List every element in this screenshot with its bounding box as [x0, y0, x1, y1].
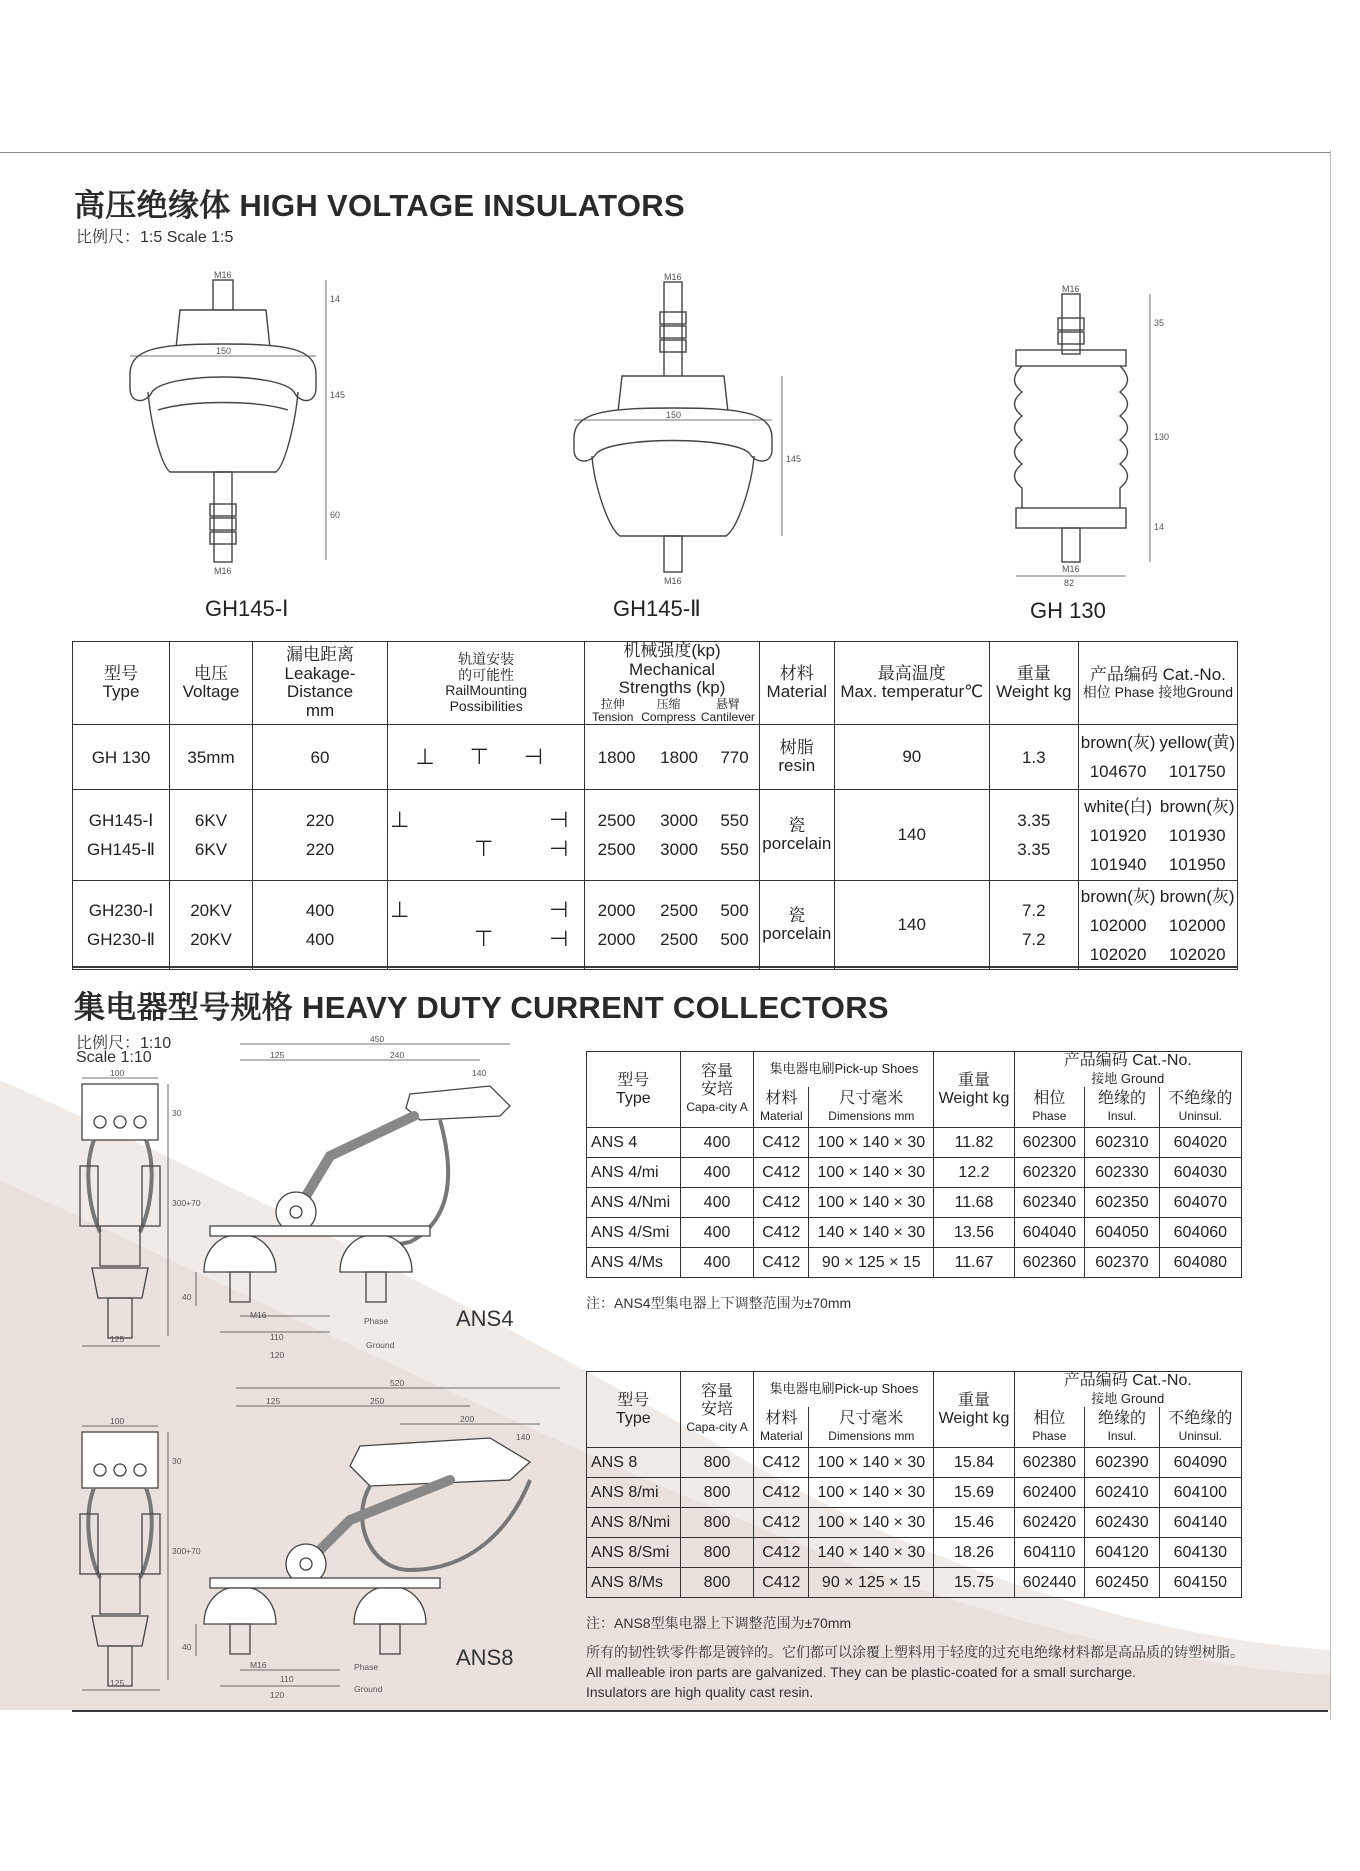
ans4-dim-125: 125: [270, 1050, 285, 1060]
gh130-dim-bottom: 14: [1154, 522, 1165, 532]
hv-title-en: HIGH VOLTAGE INSULATORS: [239, 188, 685, 223]
ans8-header-1: 型号 Type 容量 安培 Capa-city A 集电器电刷Pick-up Shoes 重量 Weight kg 产品编码 Cat.-No. 接地 Ground: [587, 1372, 1242, 1408]
gh145-2-dim-height: 145: [786, 454, 802, 464]
gh145-1-dim-top: 14: [330, 294, 341, 304]
gh145-2-drawing: [560, 272, 810, 592]
gh130-drawing: [1000, 280, 1190, 590]
table-row: ANS 8/Smi 800 C412 140 × 140 × 30 18.26 604110 604120 604130: [587, 1538, 1242, 1568]
hv-spec-table: [72, 641, 1238, 970]
ans4-dim-125b: 125: [110, 1334, 125, 1344]
ans8-dim-125b: 125: [110, 1678, 125, 1688]
rail-mount-symbols: ⊥ ⊤ ⊣: [415, 744, 557, 770]
table-row: ANS 8/Ms 800 C412 90 × 125 × 15 15.75 602440 602450 604150: [587, 1568, 1242, 1598]
hv-col-temp: 最高温度 Max. temperatur℃: [834, 642, 989, 725]
hv-col-catno: 产品编码 Cat.-No. 相位 Phase 接地Ground: [1078, 642, 1237, 725]
ans8-dim-ground: Ground: [354, 1684, 383, 1694]
ans8-dim-40: 40: [182, 1642, 192, 1652]
hv-col-voltage: 电压 Voltage: [170, 642, 253, 725]
ans4-dim-phase: Phase: [364, 1316, 389, 1326]
ans8-dim-100: 100: [110, 1416, 125, 1426]
gh145-2-dim-thread-top: M16: [664, 272, 682, 282]
hv-col-cantilever: 悬臂Cantilever: [700, 697, 755, 725]
ans4-dim-140: 140: [472, 1068, 487, 1078]
hv-section-rule: [72, 966, 1238, 968]
cc-title: [74, 982, 889, 1027]
table-row: ANS 4/Smi 400 C412 140 × 140 × 30 13.56 604040 604050 604060: [587, 1218, 1242, 1248]
hv-title: [74, 180, 685, 225]
ans4-dim-ground: Ground: [366, 1340, 395, 1350]
ans8-label: ANS8: [456, 1645, 514, 1670]
ans8-table: [586, 1371, 1242, 1598]
ans4-dim-m16: M16: [250, 1310, 267, 1320]
gh130-dim-width: 82: [1064, 578, 1075, 588]
ans8-note: 注：ANS8型集电器上下调整范围为±70mm: [586, 1615, 852, 1631]
hv-title-cn: 高压绝缘体: [74, 188, 231, 224]
hv-col-compress: 压缩 Compress: [641, 697, 696, 725]
hv-col-rail: 轨道安装 的可能性 RailMounting Possibilities: [388, 642, 585, 725]
ans4-header-2: 材料 Material 尺寸毫米 Dimensions mm 相位 Phase 绝缘的 Insul. 不绝缘的 Uninsul.: [587, 1087, 1242, 1128]
gh145-1-dim-thread-top: M16: [214, 270, 232, 280]
table-row: ANS 4/Nmi 400 C412 100 × 140 × 30 11.68 602340 602350 604070: [587, 1188, 1242, 1218]
hv-row-gh130: GH 130 35mm 60 ⊥ ⊤ ⊣ 1800 1800 770 树脂 resin 90 1.3 brown(灰) 104670 yellow(黄) 101750: [73, 725, 1238, 790]
hv-col-phase: 相位 Phase: [1082, 683, 1155, 700]
ans4-note: 注：ANS4型集电器上下调整范围为±70mm: [586, 1295, 852, 1311]
ans8-dim-250: 250: [370, 1396, 385, 1406]
gh145-1-drawing: [110, 268, 370, 588]
ans8-dim-200: 200: [460, 1414, 475, 1424]
ans4-dim-100: 100: [110, 1068, 125, 1078]
footer-line-en-2: Insulators are high quality cast resin.: [586, 1684, 814, 1700]
gh130-dim-top: 35: [1154, 318, 1165, 328]
right-edge-line: [1330, 150, 1331, 1720]
ans8-header-2: 材料 Material 尺寸毫米 Dimensions mm 相位 Phase 绝缘的 Insul. 不绝缘的 Uninsul.: [587, 1407, 1242, 1448]
gh145-2-dim-width: 150: [666, 410, 682, 420]
footer-line-en-1: All malleable iron parts are galvanized. They can be plastic-coated for a small surcharge.: [586, 1664, 1136, 1680]
ans4-table: [586, 1051, 1242, 1278]
hv-table-header: [73, 642, 1238, 725]
cc-title-cn: 集电器型号规格: [74, 990, 294, 1026]
gh130-dim-thread-bottom: M16: [1062, 564, 1080, 574]
ans4-dim-300: 300+70: [172, 1198, 201, 1208]
cc-scale-en: Scale 1:10: [76, 1049, 152, 1066]
rail-mount-symbols: ⊤ ⊣: [390, 837, 583, 863]
table-row: ANS 4/Ms 400 C412 90 × 125 × 15 11.67 602360 602370 604080: [587, 1248, 1242, 1278]
rail-mount-symbols: ⊥ ⊣: [390, 808, 583, 834]
cc-scale-cn: 比例尺：1:10: [76, 1035, 172, 1052]
gh130-dim-height: 130: [1154, 432, 1170, 442]
hv-col-material: 材料 Material: [759, 642, 834, 725]
hv-col-mechanical: 机械强度(kp) Mechanical Strengths (kp) 拉伸 Tension 压缩 Compress 悬臂Cantilever: [585, 642, 759, 725]
table-row: ANS 8/mi 800 C412 100 × 140 × 30 15.69 602400 602410 604100: [587, 1478, 1242, 1508]
ans4-dim-110: 110: [270, 1332, 284, 1342]
ans8-dim-125: 125: [266, 1396, 281, 1406]
footer-notes: [586, 1642, 1244, 1702]
ans4-dim-40: 40: [182, 1292, 192, 1302]
footer-line-cn: 所有的韧性铁零件都是镀锌的。它们都可以涂覆上塑料用于轻度的过充电绝缘材料都是高品质的铸塑树脂。: [586, 1644, 1244, 1660]
gh145-2-dim-thread-bottom: M16: [664, 576, 682, 586]
hv-col-ground: 接地Ground: [1158, 683, 1233, 700]
ans8-dim-120: 120: [270, 1690, 285, 1700]
gh145-1-dim-thread-bottom: M16: [214, 566, 232, 576]
ans8-dim-110: 110: [280, 1674, 294, 1684]
table-row: ANS 4 400 C412 100 × 140 × 30 11.82 602300 602310 604020: [587, 1128, 1242, 1158]
ans8-dim-phase: Phase: [354, 1662, 379, 1672]
ans8-dim-30: 30: [172, 1456, 182, 1466]
hv-row-gh230: GH230-Ⅰ GH230-Ⅱ 20KV 20KV 400 400 ⊥ ⊣ ⊤ ⊣ 2000 2000 2500 2500 500 500 瓷 porcelain 140 7.2 7.2 brown(灰) 102000 102020 brown(灰) 102000 102020: [73, 881, 1238, 970]
bottom-rule: [72, 1710, 1328, 1712]
model-label-gh145-2: GH145-Ⅱ: [613, 596, 701, 621]
ans4-dim-450: 450: [370, 1036, 385, 1044]
rail-mount-symbols: ⊤ ⊣: [390, 927, 583, 953]
ans8-dim-140: 140: [516, 1432, 531, 1442]
hv-col-weight: 重量 Weight kg: [989, 642, 1078, 725]
ans4-dim-240: 240: [390, 1050, 405, 1060]
hv-row-gh145: GH145-Ⅰ GH145-Ⅱ 6KV 6KV 220 220 ⊥ ⊣ ⊤ ⊣ 2500 2500 3000 3000 550 550 瓷 porcelain 140 3.35 3.35 white(白) 101920 101940 brown(灰) 101930 101950: [73, 790, 1238, 881]
gh130-dim-thread-top: M16: [1062, 284, 1080, 294]
table-row: ANS 8 800 C412 100 × 140 × 30 15.84 602380 602390 604090: [587, 1448, 1242, 1478]
table-row: ANS 4/mi 400 C412 100 × 140 × 30 12.2 602320 602330 604030: [587, 1158, 1242, 1188]
gh145-1-dim-height: 145: [330, 390, 346, 400]
table-row: ANS 8/Nmi 800 C412 100 × 140 × 30 15.46 602420 602430 604140: [587, 1508, 1242, 1538]
cc-title-en: HEAVY DUTY CURRENT COLLECTORS: [302, 990, 889, 1025]
ans8-dim-520: 520: [390, 1380, 405, 1388]
gh145-1-dim-width: 150: [216, 346, 232, 356]
hv-col-type: 型号 Type: [73, 642, 170, 725]
model-label-gh145-1: GH145-Ⅰ: [205, 596, 289, 621]
ans4-label: ANS4: [456, 1306, 514, 1331]
rail-mount-symbols: ⊥ ⊣: [390, 898, 583, 924]
ans4-dim-120: 120: [270, 1350, 285, 1360]
hv-scale: 比例尺：1:5 Scale 1:5: [76, 229, 234, 246]
ans4-dim-30: 30: [172, 1108, 182, 1118]
hv-col-leakage: 漏电距离 Leakage-Distance mm: [253, 642, 388, 725]
gh145-1-dim-bottom: 60: [330, 510, 341, 520]
top-rule: [0, 152, 1330, 153]
model-label-gh130: GH 130: [1030, 598, 1106, 623]
ans8-dim-300: 300+70: [172, 1546, 201, 1556]
ans4-header-1: 型号 Type 容量 安培 Capa-city A 集电器电刷Pick-up Shoes 重量 Weight kg 产品编码 Cat.-No. 接地 Ground: [587, 1052, 1242, 1088]
ans8-dim-m16: M16: [250, 1660, 267, 1670]
hv-col-tension: 拉伸 Tension: [592, 697, 634, 725]
